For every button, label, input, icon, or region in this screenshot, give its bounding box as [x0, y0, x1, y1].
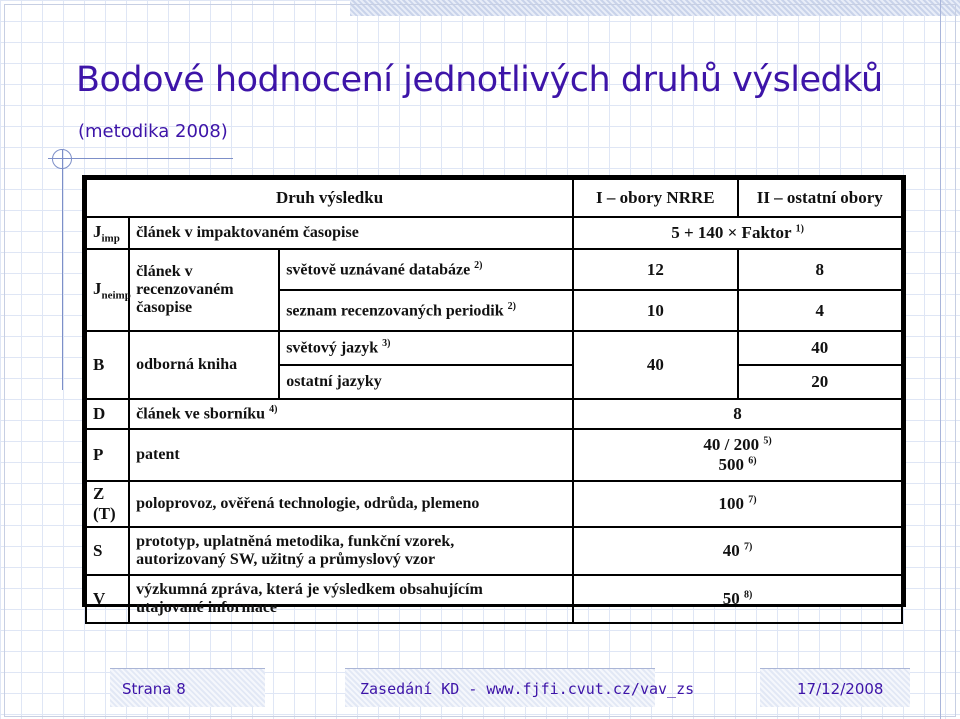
code-cell: $J_{imp}$ — [86, 217, 129, 249]
footer-date: 17/12/2008 — [797, 680, 884, 698]
header-nrre: I – obory NRRE — [573, 179, 737, 217]
desc-cell: článek ve sborníku $^{4)}$ — [129, 399, 573, 429]
value-cell: 10 — [573, 290, 737, 331]
code-cell: $J_{neimp}$ — [86, 249, 129, 331]
scoring-table — [85, 178, 903, 624]
value-cell: 5 + 140 × Faktor $^{1)}$ — [573, 217, 902, 249]
footer-meeting: Zasedání KD - www.fjfi.cvut.cz/vav_zs — [360, 680, 695, 698]
table-row-d — [86, 399, 902, 429]
table-header-row — [86, 179, 902, 217]
code-cell: V — [86, 575, 129, 623]
subdesc-cell: ostatní jazyky — [279, 365, 573, 399]
value-cell: 12 — [573, 249, 737, 290]
header-druh: Druh výsledku — [86, 179, 573, 217]
decor-line-right — [940, 0, 941, 719]
table-row-p — [86, 429, 902, 481]
value-cell: 40 / 200 $^{5)}$ 500 $^{6)}$ — [573, 429, 902, 481]
desc-cell: článek v recenzovaném časopise — [129, 249, 279, 331]
decor-circle-icon — [52, 149, 72, 169]
desc-cell: článek v impaktovaném časopise — [129, 217, 573, 249]
desc-cell: prototyp, uplatněná metodika, funkční vzorek, autorizovaný SW, užitný a průmyslový vzor — [129, 527, 573, 575]
value-cell: 50 $^{8)}$ — [573, 575, 902, 623]
scoring-table-container — [82, 175, 906, 616]
value-cell: 40 — [573, 331, 737, 399]
value-cell: 20 — [738, 365, 902, 399]
table-row-b-1 — [86, 331, 902, 365]
desc-cell: patent — [129, 429, 573, 481]
value-cell: 100 $^{7)}$ — [573, 481, 902, 527]
value-cell: 8 — [573, 399, 902, 429]
desc-cell: poloprovoz, ověřená technologie, odrůda, plemeno — [129, 481, 573, 527]
desc-cell: odborná kniha — [129, 331, 279, 399]
header-ostatni: II – ostatní obory — [738, 179, 902, 217]
code-cell: S — [86, 527, 129, 575]
value-cell: 40 — [738, 331, 902, 365]
decor-line-horizontal — [48, 158, 233, 159]
top-decoration-band — [350, 0, 960, 16]
value-cell: 40 $^{7)}$ — [573, 527, 902, 575]
table-row-jimp — [86, 217, 902, 249]
decor-line-vertical — [62, 150, 63, 390]
code-cell: Z (T) — [86, 481, 129, 527]
subdesc-cell: seznam recenzovaných periodik $^{2)}$ — [279, 290, 573, 331]
table-row-v — [86, 575, 902, 623]
code-cell: B — [86, 331, 129, 399]
subdesc-cell: světový jazyk $^{3)}$ — [279, 331, 573, 365]
desc-cell: výzkumná zpráva, která je výsledkem obsahujícím utajované informace — [129, 575, 573, 623]
table-row-jneimp-1 — [86, 249, 902, 290]
table-row-z — [86, 481, 902, 527]
value-cell: 4 — [738, 290, 902, 331]
code-cell: D — [86, 399, 129, 429]
slide-subtitle: (metodika 2008) — [78, 121, 228, 142]
slide-title: Bodové hodnocení jednotlivých druhů výsledků — [76, 60, 883, 100]
table-row-s — [86, 527, 902, 575]
subdesc-cell: světově uznávané databáze $^{2)}$ — [279, 249, 573, 290]
value-cell: 8 — [738, 249, 902, 290]
code-cell: P — [86, 429, 129, 481]
footer-page-number: Strana 8 — [122, 680, 186, 698]
